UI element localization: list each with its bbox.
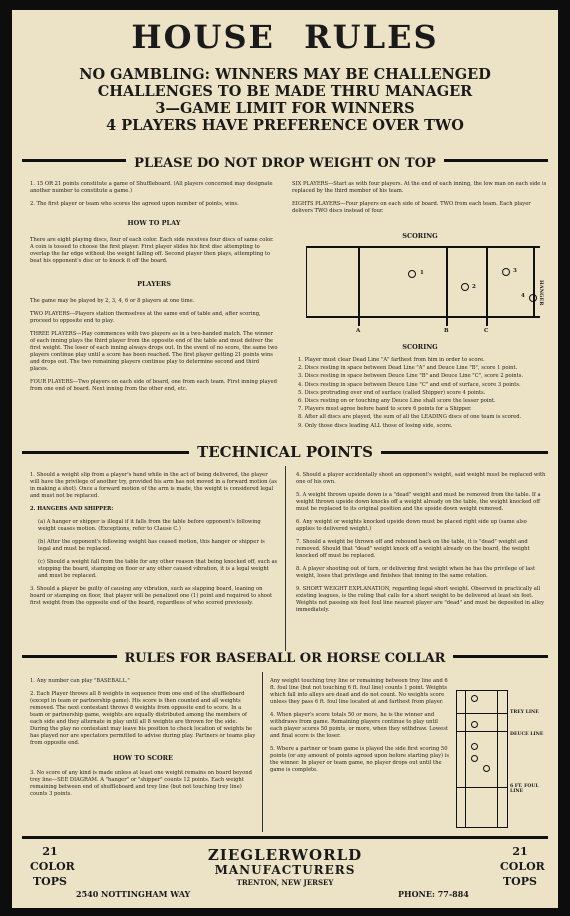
right-badge-number: 21 xyxy=(512,845,528,858)
tech-point: 8. A player shooting out of turn, or delivering first weight when he has the privilege of last weight, loses that privilege and finishes that inning in the same rotation. xyxy=(296,566,536,579)
company-phone: PHONE: 77-884 xyxy=(398,889,469,899)
scoring-rules xyxy=(298,356,546,430)
section3-divider xyxy=(262,672,263,832)
right-badge-color: COLOR xyxy=(500,860,545,873)
tech-point: 7. Should a weight be thrown off and rebound back on the table, it is "dead" weight and removed. Should that "dead" weight knock off a weight already on the board, the weight knocked off must be replaced. xyxy=(296,539,530,559)
section3-left xyxy=(30,678,256,798)
scoring-rule: 8. After all discs are played, the sum of all the LEADING discs of one team is scored. xyxy=(298,414,522,421)
tech-point: (a) A hanger or shipper is illegal if it falls from the table before opponent's following weight ceases motion. (Exceptions, refer to Clause C.) xyxy=(38,519,261,532)
disc-2 xyxy=(461,283,469,291)
disc-4 xyxy=(529,294,537,302)
company-name: ZIEGLERWORLD xyxy=(207,846,363,864)
tech-point: 6. Any weight or weights knocked upside down must be placed right side up (same also applies to delivered weight.) xyxy=(296,519,527,532)
header-line-3: 3—GAME LIMIT FOR WINNERS xyxy=(155,100,415,117)
scoring-rule: 6. Discs resting on or touching any Deuce Line shall score the lesser point. xyxy=(298,398,496,405)
company-address: 2540 NOTTINGHAM WAY xyxy=(76,889,191,899)
diagram-alley-right xyxy=(497,691,498,827)
scoring-rule: 9. Only those discs leading ALL those of losing side, score. xyxy=(298,422,453,429)
poster-title: HOUSE RULES xyxy=(131,18,439,56)
diagram-weight xyxy=(471,695,478,702)
tech-point: 4. Should a player accidentally shoot an opponent's weight, said weight must be replaced with one of his own. xyxy=(296,472,546,485)
trey-line-label: TREY LINE xyxy=(510,710,539,715)
disc-1 xyxy=(408,270,416,278)
baseball-rule: 2. Each Player throws all 8 weights in sequence from one end of the shuffleboard (except in team or partnership game). His score is then counted and all weights removed. The next contestant throws 8 weights from opposite end to score. In a team or partnership game, weights are equally distributed among the members of each side and they alternate in play until all 8 weights are thrown for the side. During the play no contestant may leave his position to check location of weights he has played nor are spectators permitted to advise during play. Partners or teams play from opposite end. xyxy=(30,691,256,746)
diagram-deuce-line xyxy=(457,731,507,732)
section2-heading: TECHNICAL POINTS xyxy=(189,443,381,461)
left-badge-tops: TOPS xyxy=(33,875,67,888)
tech-point: (b) After the opponent's following weight has ceased motion, this hanger or shipper is legal and must be replaced. xyxy=(38,539,265,552)
scoring-rule: 7. Players must agree before hand to score 6 points for a Shipper. xyxy=(298,406,472,413)
company-city: TRENTON, NEW JERSEY xyxy=(236,878,334,887)
tech-point: 1. Should a weight slip from a player's hand while in the act of being delivered, the player will have the privilege of another try, provided his arm has not moved in a forward motion (as in making a shot). Once a forward motion of the arm is made, the weight is considered legal and must not be replaced. xyxy=(30,472,277,499)
dead-line-a xyxy=(358,246,360,326)
disc-1-label: 1 xyxy=(420,270,424,276)
diagram-bottom-edge xyxy=(306,316,540,318)
left-badge-color: COLOR xyxy=(30,860,75,873)
disc-2-label: 2 xyxy=(472,284,476,290)
baseball-rule: 1. Any number can play "BASEBALL." xyxy=(30,678,130,684)
company-manufacturers: MANUFACTURERS xyxy=(214,863,356,877)
header-line-1: NO GAMBLING: WINNERS MAY BE CHALLENGED xyxy=(79,66,491,83)
section1-heading: PLEASE DO NOT DROP WEIGHT ON TOP xyxy=(126,156,444,171)
section3-heading-wrap xyxy=(12,647,558,666)
tech-point: 2. HANGERS AND SHIPPER: xyxy=(30,506,114,512)
how-to-score-text: 3. No score of any kind is made unless at least one weight remains on board beyond trey line—SEE DIAGRAM. A "hanger" or "shipper" counts 12 points. Each weight remaining between end of shuffleboard and trey line (but not touching trey line) counts 3 points. xyxy=(30,770,252,797)
four-players: FOUR PLAYERS—Two players on each side of board, one from each team. First inning played from one end of board. Next inning from the other end, etc. xyxy=(30,379,277,392)
line-a-label: A xyxy=(356,328,361,334)
line-b-label: B xyxy=(444,328,449,334)
scoring-diagram xyxy=(306,246,544,318)
baseball-diagram xyxy=(456,690,508,828)
diagram-top-edge xyxy=(306,246,540,248)
diagram-start-edge xyxy=(306,246,307,318)
section1-heading-wrap xyxy=(12,152,558,171)
scoring-rule: 5. Discs protruding over end of surface (called Shipper) score 4 points. xyxy=(298,389,486,396)
tech-point: 5. A weight thrown upside down is a "dead" weight and must be removed from the table. If a weight thrown upside down knocks off a weight already on the table, the weight knocked off must be replaced to its original position and the upside down weight removed. xyxy=(296,492,541,512)
tech-point: 9. SHORT WEIGHT EXPLANATION, regarding legal short weight. Observed in practically all existing leagues, is the ruling that calls for a short weight to be delivered at least six feet. Weights not passing six foot foul line nearest player are "dead" and must be deposited in alley immediately. xyxy=(296,586,545,613)
three-players: THREE PLAYERS—Play commences with two players as in a two-handed match. The winner of each inning plays the third player from the opposite end of the table and must deliver the first weight. The loser of each inning always drops out. In the event of no score, the same two players continue play until a score has been reached. The first player getting 21 points wins and drops out. The two remaining players continue play to determine second and third places. xyxy=(30,331,278,372)
baseball-rule: 4. When player's score totals 50 or more, he is the winner and withdraws from game. Remaining players continue to play until each player scores 50 points, or more, when they withdraw. Lowest and final score is the loser. xyxy=(270,712,448,739)
rule-para-1: 1. 15 OR 21 points constitute a game of Shuffleboard. (All players concerned may designate another number to constitute a game.) xyxy=(30,181,273,194)
how-to-score-heading: HOW TO SCORE xyxy=(112,754,173,762)
section2-left xyxy=(30,472,278,607)
scoring-diagram-title: SCORING xyxy=(402,232,438,240)
section2-divider xyxy=(285,466,286,652)
players-heading: PLAYERS xyxy=(137,280,171,288)
foul-line-label: 6 FT. FOUL LINE xyxy=(510,784,539,794)
header-line-2: CHALLENGES TO BE MADE THRU MANAGER xyxy=(97,83,473,100)
how-to-play-text: There are eight playing discs, four of each color. Each side receives four discs of same color. A coin is tossed to choose the first player. First player slides his first disc attempting to overlap the far edge without the weight falling off. Second player then plays, attempting to beat his opponent's disc or to knock it off the board. xyxy=(30,237,274,264)
section2-heading-wrap xyxy=(12,442,558,461)
tech-point: (c) Should a weight fall from the table for any other reason that being knocked off, such as stopping the board, stamping on floor or any other caused vibration, it is a legal weight and must be replaced. xyxy=(38,559,278,579)
footer-rule xyxy=(22,836,548,839)
section1-left xyxy=(30,181,278,393)
diagram-trey-line xyxy=(457,713,507,714)
section1-right xyxy=(292,181,548,215)
deuce-line-label: DEUCE LINE xyxy=(510,732,544,737)
section3-right xyxy=(270,678,450,774)
diagram-end-edge xyxy=(533,246,535,318)
header-line-4: 4 PLAYERS HAVE PREFERENCE OVER TWO xyxy=(106,117,464,134)
scoring-rule: 3. Discs resting in space between Deuce Line "B" and Deuce Line "C", score 2 points. xyxy=(298,373,524,380)
diagram-weight xyxy=(471,743,478,750)
left-badge-number: 21 xyxy=(42,845,58,858)
line-c-label: C xyxy=(484,328,489,334)
disc-4-label: 4 xyxy=(521,293,525,299)
disc-3-label: 3 xyxy=(513,268,517,274)
diagram-weight xyxy=(471,755,478,762)
diagram-foul-line xyxy=(457,787,507,788)
rules-poster xyxy=(12,10,558,908)
baseball-rule: Any weight touching trey line or remaining between trey line and 6 ft. foul line (but not touching 6 ft. foul line) counts 1 point. Weights which fall into alleys are dead and do not count. No weights score unless they pass 6 ft. foul line located at and farthest from player. xyxy=(270,678,448,705)
eight-players: EIGHTS PLAYERS—Four players on each side of board. TWO from each team. Each player delivers TWO discs instead of four. xyxy=(292,201,531,214)
deuce-line-c xyxy=(486,246,488,326)
scoring-subtitle: SCORING xyxy=(402,343,438,351)
disc-3 xyxy=(502,268,510,276)
diagram-weight xyxy=(483,765,490,772)
how-to-play-heading: HOW TO PLAY xyxy=(127,219,181,227)
right-badge-tops: TOPS xyxy=(503,875,537,888)
two-players: TWO PLAYERS—Players station themselves at the same end of table and, after scoring, proceed to opposite end to play. xyxy=(30,311,261,324)
hanger-label: HANGER xyxy=(538,280,544,306)
baseball-rule: 5. Where a partner or team game is played the side first scoring 50 points (or any amount of points agreed upon before starting play) is the winner. In player or team game, no player drops out until the game is complete. xyxy=(270,746,449,773)
diagram-weight xyxy=(471,721,478,728)
scoring-rule: 2. Discs resting in space between Dead Line "A" and Deuce Line "B", score 1 point. xyxy=(298,365,518,372)
scoring-rule: 1. Player must clear Dead Line "A" farthest from him in order to score. xyxy=(298,357,485,363)
players-intro: The game may be played by 2, 3, 4, 6 or 8 players at one time. xyxy=(30,298,195,304)
deuce-line-b xyxy=(446,246,448,326)
section3-heading: RULES FOR BASEBALL OR HORSE COLLAR xyxy=(117,651,454,666)
tech-point: 3. Should a player be guilty of causing any vibration, such as slapping board, leaning on board or stamping on floor, that player will be penalized one (1) point and required to shoot first weight from the opposite end of the board, regardless of who scored previously. xyxy=(30,586,273,606)
six-players: SIX PLAYERS—Start as with four players. At the end of each inning, the low man on each side is replaced by the third member of his team. xyxy=(292,181,547,194)
scoring-rule: 4. Discs resting in space between Deuce Line "C" and end of surface, score 3 points. xyxy=(298,381,521,388)
rule-para-2: 2. The first player or team who scores the agreed upon number of points, wins. xyxy=(30,201,239,207)
section2-right xyxy=(296,472,546,614)
diagram-alley-left xyxy=(465,691,466,827)
